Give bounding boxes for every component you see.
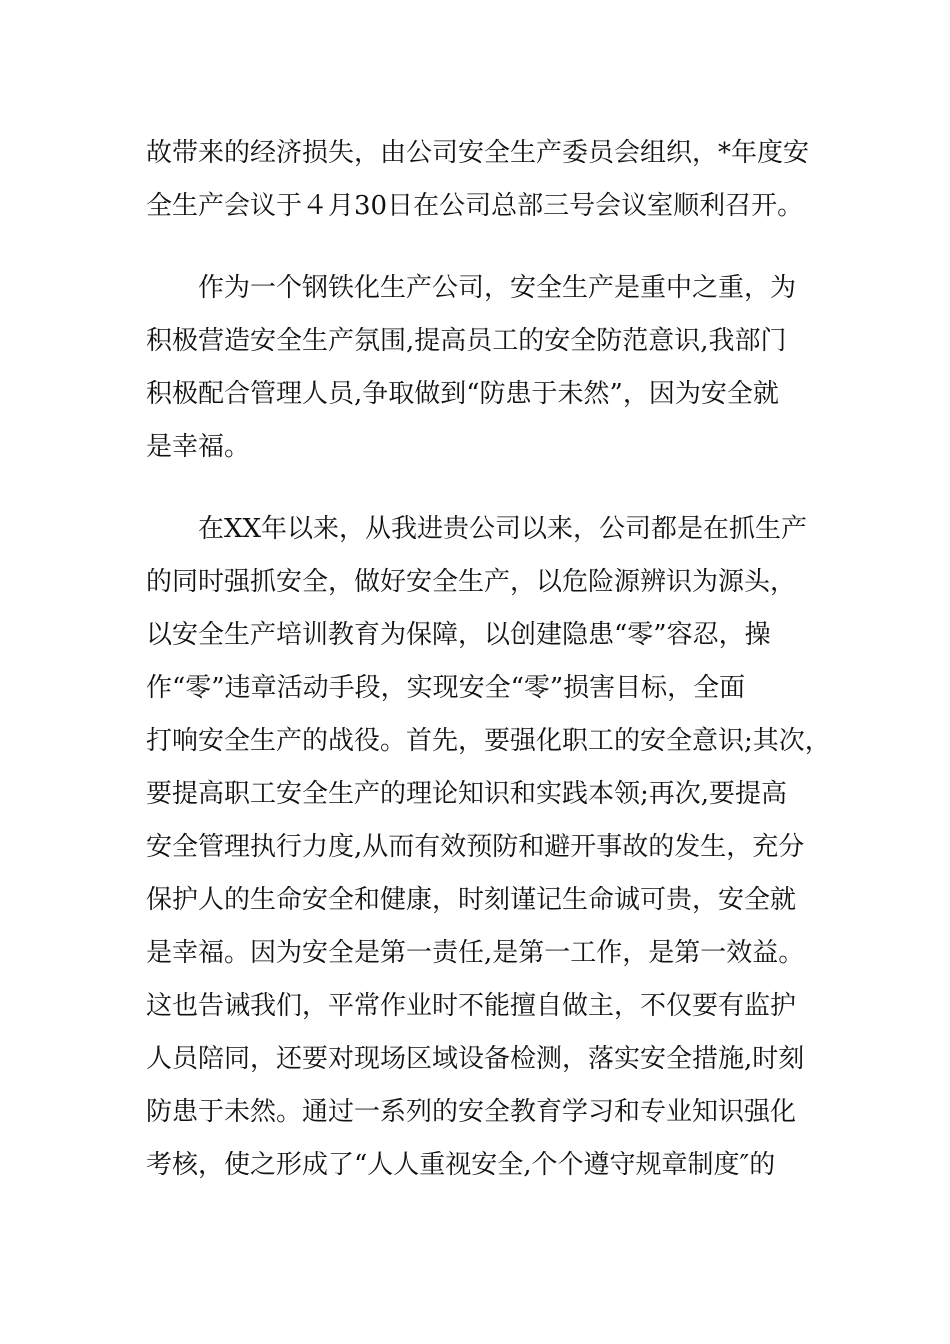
text-line: 打响安全生产的战役。首先，要强化职工的安全意识;其次， <box>146 726 831 756</box>
paragraph-spacer <box>146 233 806 262</box>
paragraph-3 <box>146 503 831 1192</box>
text-line: 的同时强抓安全，做好安全生产，以危险源辨识为源头， <box>146 567 797 597</box>
document-body <box>146 127 831 1192</box>
text-line: 作为一个钢铁化生产公司，安全生产是重中之重，为 <box>198 273 797 303</box>
text-line: 是幸福。 <box>146 432 251 462</box>
text-line: 安全管理执行力度,从而有效预防和避开事故的发生，充分 <box>146 832 805 862</box>
text-line: 要提高职工安全生产的理论知识和实践本领;再次,要提高 <box>146 779 788 809</box>
text-line: 作“零”违章活动手段，实现安全“零”损害目标，全面 <box>146 673 746 703</box>
text-line: 人员陪同，还要对现场区域设备检测，落实安全措施,时刻 <box>146 1044 805 1074</box>
text-line: 考核，使之形成了“人人重视安全,个个遵守规章制度″的 <box>146 1150 776 1180</box>
text-line: 全生产会议于４月30日在公司总部三号会议室顺利召开。 <box>146 191 804 221</box>
paragraph-2 <box>146 262 806 474</box>
text-line: 保护人的生命安全和健康，时刻谨记生命诚可贵，安全就 <box>146 885 797 915</box>
text-line: 在XX年以来，从我进贵公司以来，公司都是在抓生产 <box>198 514 808 544</box>
text-line: 是幸福。因为安全是第一责任,是第一工作，是第一效益。 <box>146 938 805 968</box>
text-line: 积极配合管理人员,争取做到“防患于未然”，因为安全就 <box>146 379 779 409</box>
text-line: 这也告诫我们，平常作业时不能擅自做主，不仅要有监护 <box>146 991 797 1021</box>
paragraph-spacer <box>146 474 806 503</box>
text-line: 积极营造安全生产氛围,提高员工的安全防范意识,我部门 <box>146 326 787 356</box>
paragraph-1 <box>146 127 810 233</box>
text-line: 故带来的经济损失，由公司安全生产委员会组织，*年度安 <box>146 138 810 168</box>
text-line: 以安全生产培训教育为保障，以创建隐患“零”容忍，操 <box>146 620 771 650</box>
text-line: 防患于未然。通过一系列的安全教育学习和专业知识强化 <box>146 1097 797 1127</box>
